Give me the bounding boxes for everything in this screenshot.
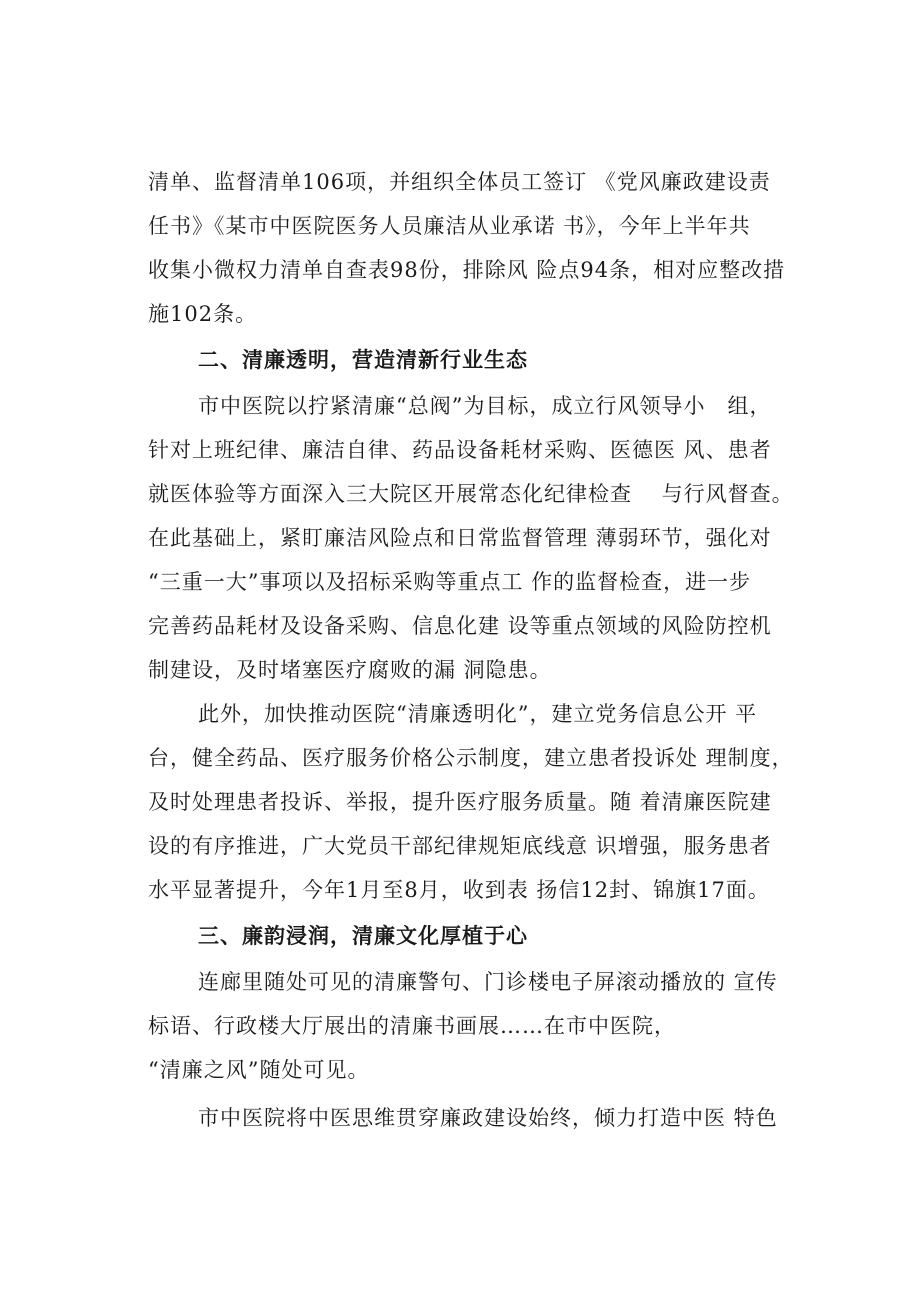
text-line: 针对上班纪律、廉洁自律、药品设备耗材采购、医德医 风、患者 — [148, 438, 772, 462]
text-line: “清廉之风”随处可见。 — [148, 1058, 370, 1082]
section-heading: 二、清廉透明，营造清新行业生态 — [198, 348, 528, 372]
text-line: 市中医院将中医思维贯穿廉政建设始终，倾力打造中医 特色 — [198, 1106, 778, 1130]
paragraph — [148, 160, 808, 336]
document-body — [148, 160, 808, 1140]
text-line: 清单、监督清单106项，并组织全体员工签订 《党风廉政建设责 — [148, 170, 771, 194]
text-line: 制建设，及时堵塞医疗腐败的漏 洞隐患。 — [148, 658, 552, 682]
paragraph — [148, 1096, 808, 1140]
paragraph — [148, 692, 808, 912]
text-line: 完善药品耗材及设备采购、信息化建 设等重点领域的风险防控机 — [148, 614, 772, 638]
text-line: 市中医院以拧紧清廉“总阀”为目标，成立行风领导小 组， — [198, 394, 772, 418]
section-heading: 三、廉韵浸润，清廉文化厚植于心 — [198, 924, 528, 948]
text-line: 在此基础上，紧盯廉洁风险点和日常监督管理 薄弱环节，强化对 — [148, 526, 772, 550]
paragraph — [148, 384, 808, 692]
paragraph — [148, 960, 808, 1092]
text-line: 水平显著提升，今年1月至8月，收到表 扬信12封、锦旗17面。 — [148, 878, 770, 902]
text-line: 及时处理患者投诉、举报，提升医疗服务质量。随 着清廉医院建 — [148, 790, 772, 814]
text-line: 就医体验等方面深入三大院区开展常态化纪律检查 与行风督查。 — [148, 482, 794, 506]
text-line: 任书》《某市中医院医务人员廉洁从业承诺 书》，今年上半年共 — [148, 214, 751, 238]
text-line: 此外，加快推动医院“清廉透明化”，建立党务信息公开 平 — [198, 702, 758, 726]
text-line: 标语、行政楼大厅展出的清廉书画展……在市中医院， — [148, 1014, 676, 1038]
text-line: 设的有序推进，广大党员干部纪律规矩底线意 识增强，服务患者 — [148, 834, 772, 858]
text-line: 连廊里随处可见的清廉警句、门诊楼电子屏滚动播放的 宣传 — [198, 970, 778, 994]
text-line: “三重一大”事项以及招标采购等重点工 作的监督检查，进一步 — [148, 570, 752, 594]
text-line: 收集小微权力清单自查表98份，排除风 险点94条，相对应整改措 — [148, 258, 786, 282]
text-line: 施102条。 — [148, 302, 258, 326]
text-line: 台，健全药品、医疗服务价格公示制度，建立患者投诉处 理制度， — [148, 746, 794, 770]
